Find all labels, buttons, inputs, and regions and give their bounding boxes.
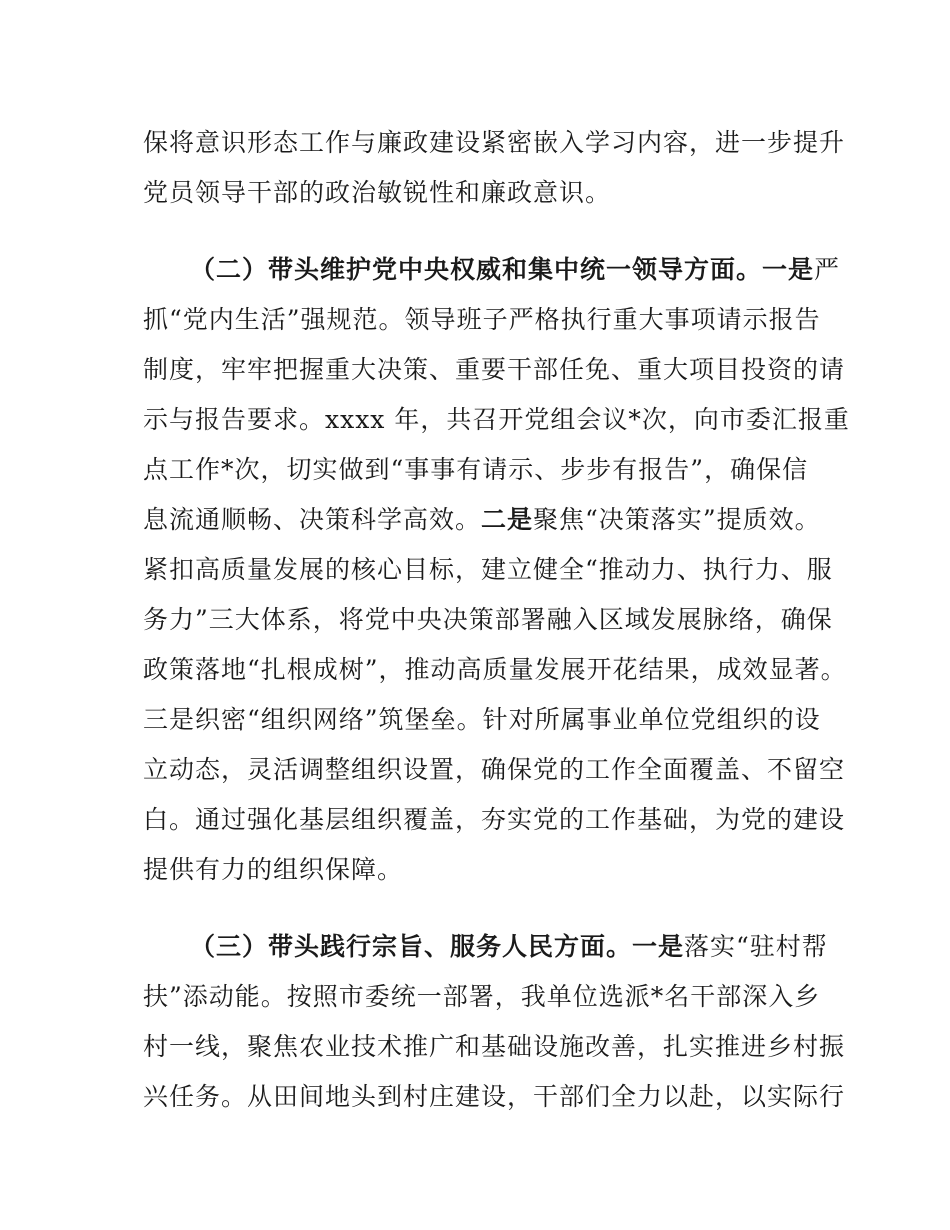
text-line — [143, 855, 403, 885]
text-run: 严 — [814, 255, 841, 284]
text-run: 点工作*次，切实做到“事事有请示、步步有报告”，确保信 — [143, 455, 809, 484]
section-heading: （二）带头维护党中央权威和集中统一领导方面。 — [190, 255, 763, 284]
text-run: 三是织密“组织网络”筑堡垒。针对所属事业单位党组织的设 — [143, 705, 821, 734]
text-run: 政策落地“扎根成树”，推动高质量发展开花结果，成效显著。 — [143, 655, 847, 684]
text-line — [143, 455, 808, 485]
text-line — [143, 655, 847, 685]
text-line — [143, 755, 845, 785]
section-heading-line — [190, 932, 828, 962]
text-run: 扶”添动能。按照市委统一部署，我单位选派*名干部深入乡 — [143, 982, 821, 1011]
text-line — [143, 355, 845, 385]
text-run: 务力”三大体系，将党中央决策部署融入区域发展脉络，确保 — [143, 605, 833, 634]
text-line — [143, 555, 833, 585]
text-run: 兴任务。从田间地头到村庄建设，干部们全力以赴，以实际行 — [143, 1082, 846, 1111]
text-line — [143, 128, 845, 158]
text-line — [143, 605, 833, 635]
text-line — [143, 505, 821, 535]
text-line — [143, 305, 821, 335]
text-line — [143, 982, 820, 1012]
item-marker: 一是 — [762, 255, 815, 284]
text-line — [143, 705, 821, 735]
text-run: 制度，牢牢把握重大决策、重要干部任免、重大项目投资的请 — [143, 355, 846, 384]
item-marker: 一是 — [632, 932, 685, 961]
text-line — [143, 1032, 845, 1062]
text-run: 党员领导干部的政治敏锐性和廉政意识。 — [143, 178, 612, 207]
text-line — [143, 1082, 845, 1112]
text-run: 提供有力的组织保障。 — [143, 855, 404, 884]
text-run: 村一线，聚焦农业技术推广和基础设施改善，扎实推进乡村振 — [143, 1032, 846, 1061]
section-heading: （三）带头践行宗旨、服务人民方面。 — [190, 932, 633, 961]
text-run: 白。通过强化基层组织覆盖，夯实党的工作基础，为党的建设 — [143, 805, 846, 834]
text-run: 息流通顺畅、决策科学高效。 — [143, 505, 482, 534]
text-run: 立动态，灵活调整组织设置，确保党的工作全面覆盖、不留空 — [143, 755, 846, 784]
item-marker: 二是 — [481, 505, 534, 534]
text-line — [143, 178, 611, 208]
text-run: 落实“驻村帮 — [684, 932, 828, 961]
text-run: 抓“党内生活”强规范。领导班子严格执行重大事项请示报告 — [143, 305, 821, 334]
text-line — [143, 805, 845, 835]
text-run: 示与报告要求。xxxx 年，共召开党组会议*次，向市委汇报重 — [143, 405, 850, 434]
text-run: 保将意识形态工作与廉政建设紧密嵌入学习内容，进一步提升 — [143, 128, 846, 157]
text-line — [143, 405, 850, 435]
text-run: 紧扣高质量发展的核心目标，建立健全“推动力、执行力、服 — [143, 555, 833, 584]
section-heading-line — [190, 255, 840, 285]
text-run: 聚焦“决策落实”提质效。 — [533, 505, 821, 534]
